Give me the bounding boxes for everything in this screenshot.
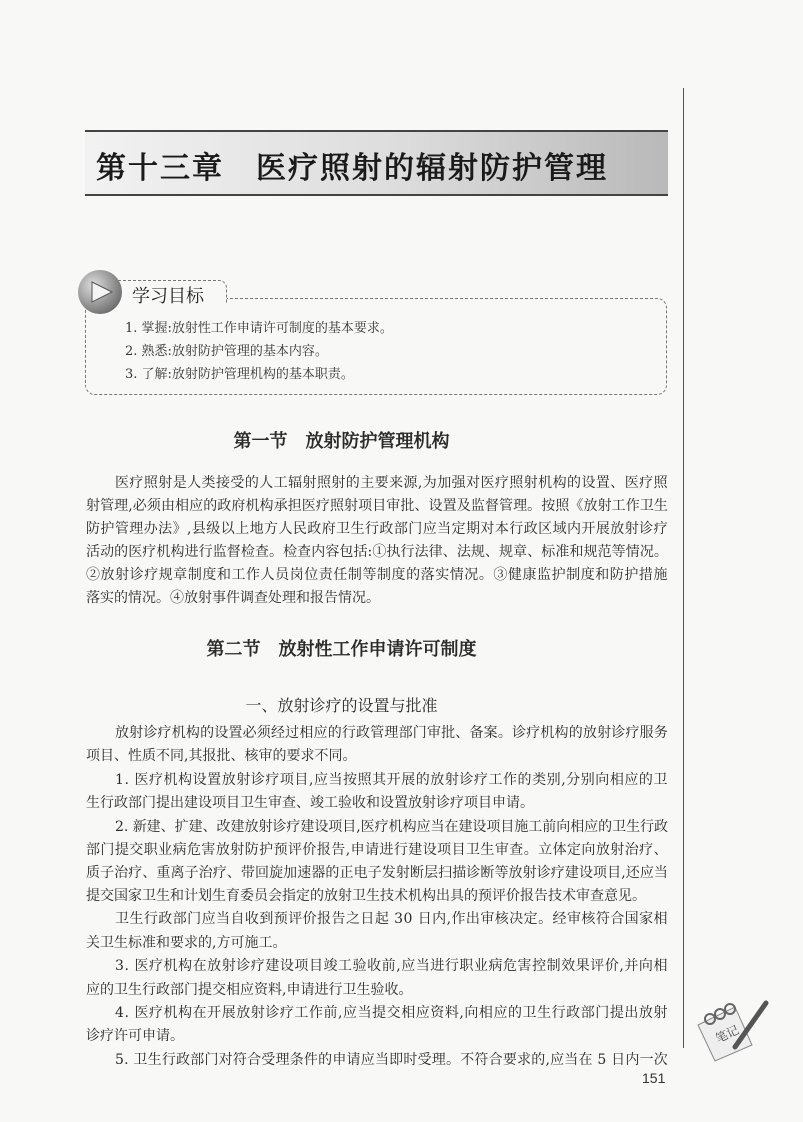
notes-icon-label: 笔记 [713,1022,742,1046]
play-icon [78,270,122,314]
body-text-line: 4. 医疗机构在开展放射诊疗工作前,应当提交相应资料,向相应的卫生行政部门提出放射 [115,1005,668,1021]
body-text-line: 卫生行政部门应当自收到预评价报告之日起 30 日内,作出审核决定。经审核符合国家相 [115,911,668,927]
body-text-line: 关卫生标准和要求的,方可施工。 [86,935,287,951]
body-text-line: 防护管理办法》,县级以上地方人民政府卫生行政部门应当定期对本行政区域内开展放射诊疗 [86,521,668,537]
notes-icon [690,995,770,1065]
body-text-line: 射管理,必须由相应的政府机构承担医疗照射项目审批、设置及监督管理。按照《放射工作卫生 [86,498,668,514]
section2-subheading: 一、放射诊疗的设置与批准 [245,696,438,715]
body-text-line: 活动的医疗机构进行监督检查。检查内容包括:①执行法律、法规、规章、标准和规范等情况。 [86,544,668,560]
body-text-line: 应的卫生行政部门提交相应资料,申请进行卫生验收。 [86,982,413,998]
body-text-line: 3. 医疗机构在放射诊疗建设项目竣工验收前,应当进行职业病危害控制效果评价,并向相 [115,958,668,974]
body-text-line: 项目、性质不同,其报批、核审的要求不同。 [86,748,357,764]
objective-item: 3. 了解:放射防护管理机构的基本职责。 [125,367,354,382]
objective-item: 2. 熟悉:放射防护管理的基本内容。 [125,344,328,359]
body-text-line: 质子治疗、重离子治疗、带回旋加速器的正电子发射断层扫描诊断等放射诊疗建设项目,还应当 [86,865,668,881]
body-text-line: 医疗照射是人类接受的人工辐射照射的主要来源,为加强对医疗照射机构的设置、医疗照 [115,475,668,491]
body-text-line: 诊疗许可申请。 [86,1028,184,1044]
margin-rule [683,88,684,1048]
page-number: 151 [642,1070,666,1086]
objective-item: 1. 掌握:放射性工作申请许可制度的基本要求。 [125,321,393,336]
body-text-line: 部门提交职业病危害放射防护预评价报告,申请进行建设项目卫生审查。立体定向放射治疗、 [86,842,668,858]
body-text-line: 生行政部门提出建设项目卫生审查、竣工验收和设置放射诊疗项目申请。 [86,795,534,811]
chapter-title: 第十三章 医疗照射的辐射防护管理 [96,151,608,186]
body-text-line: ②放射诊疗规章制度和工作人员岗位责任制等制度的落实情况。③健康监护制度和防护措施 [86,567,668,583]
body-text-line: 1. 医疗机构设置放射诊疗项目,应当按照其开展的放射诊疗工作的类别,分别向相应的卫 [115,772,668,788]
section2-heading: 第二节 放射性工作申请许可制度 [206,639,477,660]
body-text-line: 2. 新建、扩建、改建放射诊疗建设项目,医疗机构应当在建设项目施工前向相应的卫生行政 [115,819,668,835]
body-text-line: 提交国家卫生和计划生育委员会指定的放射卫生技术机构出具的预评价报告技术审查意见。 [86,888,646,904]
objectives-title: 学习目标 [132,286,204,307]
section1-heading: 第一节 放射防护管理机构 [233,431,450,452]
body-text-line: 放射诊疗机构的设置必须经过相应的行政管理部门审批、备案。诊疗机构的放射诊疗服务 [115,725,668,741]
body-text-line: 5. 卫生行政部门对符合受理条件的申请应当即时受理。不符合要求的,应当在 5 日内一次 [115,1052,668,1068]
body-text-line: 落实的情况。④放射事件调查处理和报告情况。 [86,590,380,606]
